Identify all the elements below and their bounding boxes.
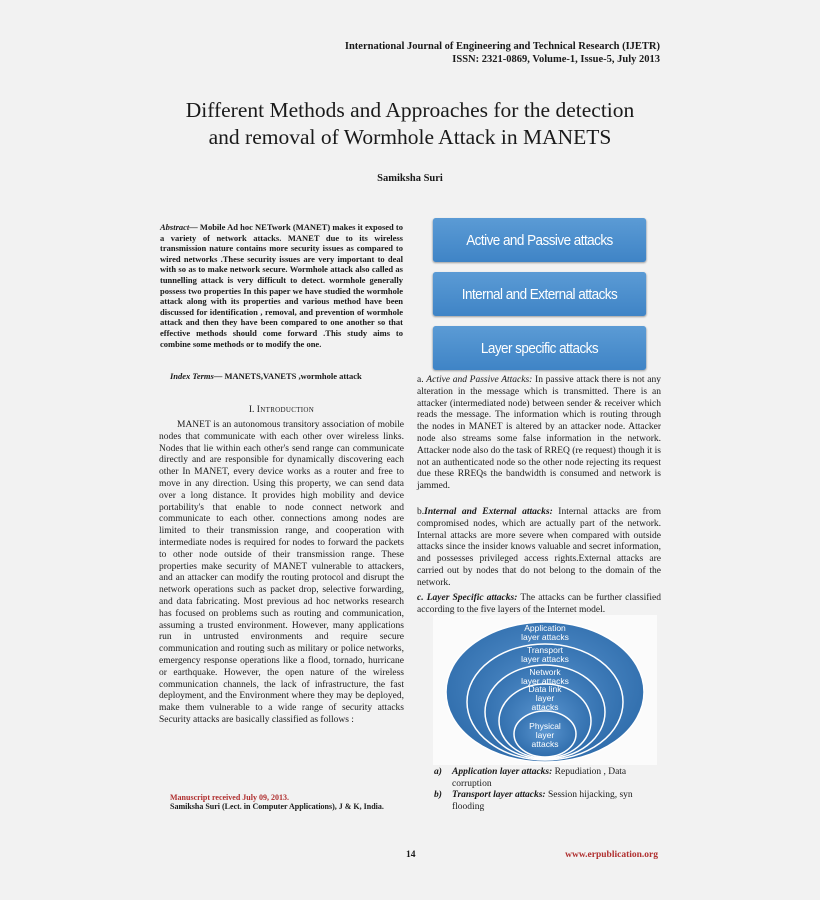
abstract: [160, 222, 403, 349]
attack-bar-layer-specific: Layer specific attacks: [433, 326, 646, 370]
layer-label-transport-2: layer attacks: [521, 654, 569, 664]
intro-heading: [160, 405, 403, 415]
layer-label-physical-1: Physical: [529, 721, 561, 731]
section-c-label: Layer Specific attacks:: [426, 593, 518, 603]
intro-paragraph: MANET is an autonomous transitory association of mobile nodes that communicate with each other over wireless links. Nodes that lie within each other's send range can communicate directly and are responsible for dynamically discovering each other In MANET, every device works as a router and free to move in any direction. Using this property, we can send data over a long distance. It provides high mobility and device portability's that enable to node connect network and communicate to each other. connections among nodes are limited to their transmission range, and cooperation with intermediate nodes is required for nodes to forward the packets to other node outside of their transmission range. These properties make security of MANET vulnerable to attackers, and an attacker can modify the routing protocol and disrupt the network operations such as packet drop, selective forwarding, and data fabricating. Most previous ad hoc networks research has focused on problems such as routing and communication, assuming a trusted environment. However, many applications run in untrusted environments and require secure communication and routing such as military or police networks, emergency response operations like a flood, tornado, hurricane or earthquake. However, the open nature of the wireless communication channels, the lack of infrastructure, the fast deployment, and the Environment where they may be deployed, make them vulnerable to a wide range of security attacks Security attacks are basically classified as follows :: [159, 420, 404, 725]
abstract-text: Mobile Ad hoc NETwork (MANET) makes it exposed to a variety of network attacks. MANET due to its wireless transmission nature contains more security issues as compared to wired networks .These security issues are very important to deal with so as to make network secure. Wormhole attack also called as tunnelling attack is very difficult to detect. wormhole generally possess two properties In this paper we have studied the wormhole attack along with its properties and various method have been discussed for identification , removal, and prevention of wormhole attack and then they have been compared to one another so that effective methods should come forward .This study aims to combine some methods or to modify the one.: [160, 222, 403, 349]
journal-issn: ISSN: 2321-0869, Volume-1, Issue-5, July 2013: [452, 54, 660, 65]
layer-label-physical-2: layer: [535, 730, 555, 740]
layer-label-transport-1: Transport: [526, 645, 564, 655]
intro-body: [159, 420, 404, 727]
section-a-text: In passive attack there is not any alteration in the message which is transmitted. There is an attacker (intermediated node) between sender & receiver which reads the message. The information which is routing through the nodes in MANET is altered by an attacker node. Attacker node also streams some false information in the network. Attacker node also do the task of RREQ (re request) though it is not an authenticated node so the other node rejecting its request due these RREQs the bandwidth is consumed and network is jammed.: [417, 375, 661, 492]
attack-bar-active-passive: Active and Passive attacks: [433, 218, 646, 262]
list-item-label: a): [434, 767, 442, 777]
title-line-2: and removal of Wormhole Attack in MANETS: [208, 125, 612, 149]
list-item-label: b): [434, 790, 442, 800]
list-item: [434, 790, 660, 813]
layer-attacks-figure: [433, 615, 657, 765]
nested-layers-diagram: [433, 615, 657, 765]
index-terms-text: MANETS,VANETS ,wormhole attack: [222, 371, 362, 381]
title-line-1: Different Methods and Approaches for the detection: [185, 98, 635, 122]
section-a: [417, 375, 661, 493]
layer-label-network-2: layer attacks: [521, 676, 569, 686]
intro-heading-text: Introduction: [256, 405, 315, 415]
attack-bar-internal-external: Internal and External attacks: [433, 272, 646, 316]
layer-label-datalink-3: attacks: [531, 702, 559, 712]
layer-label-application-1: Application: [524, 623, 566, 633]
layer-label-application-2: layer attacks: [521, 632, 569, 642]
list-item-text: Session hijacking, syn flooding: [452, 790, 633, 812]
index-terms-label: Index Terms—: [170, 371, 223, 381]
section-c-prefix: c.: [417, 593, 427, 603]
index-terms: [170, 371, 405, 381]
abstract-label: Abstract—: [160, 222, 198, 232]
layer-label-datalink-1: Data link: [528, 684, 562, 694]
author-name: Samiksha Suri: [377, 173, 443, 184]
section-b-text: Internal attacks are from compromised nodes, which are actually part of the network. Internal attacks are more severe when compared with outside attacks since the insider knows valuable and secret information, and possesses privileged access rights.External attacks are carried out by nodes that do not belong to the domain of the network.: [417, 507, 661, 588]
section-c: [417, 593, 661, 617]
section-b: [417, 507, 661, 590]
footnote-author: Samiksha Suri (Lect. in Computer Applications), J & K, India.: [170, 802, 384, 811]
layer-attacks-list: [434, 767, 660, 813]
paper-title: [130, 97, 690, 151]
layer-label-physical-3: attacks: [531, 739, 559, 749]
layer-label-datalink-2: layer: [535, 693, 555, 703]
section-b-label: Internal and External attacks:: [424, 507, 553, 517]
journal-header: [345, 40, 660, 66]
journal-name: International Journal of Engineering and Technical Research (IJETR): [344, 41, 660, 52]
list-item-name: Application layer attacks:: [452, 767, 553, 777]
section-b-prefix: b.: [417, 507, 425, 517]
intro-numeral: I.: [248, 405, 255, 415]
section-a-prefix: a.: [417, 375, 427, 385]
page-number: 14: [406, 850, 416, 860]
footnote-received: Manuscript received July 09, 2013.: [170, 793, 289, 802]
section-c-text: The attacks can be further classified according to the five layers of the Internet model.: [417, 593, 661, 615]
list-item: [434, 767, 660, 790]
publisher-url: www.erpublication.org: [565, 850, 658, 860]
layer-label-network-1: Network: [529, 667, 561, 677]
list-item-name: Transport layer attacks:: [452, 790, 546, 800]
list-item-text: Repudiation , Data corruption: [452, 767, 627, 789]
section-a-label: Active and Passive Attacks:: [426, 375, 533, 385]
